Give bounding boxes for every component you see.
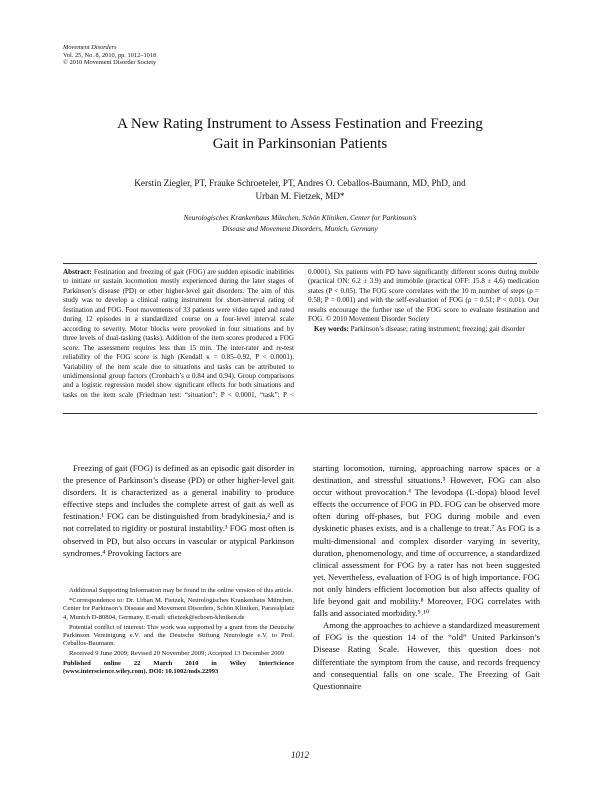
footnote-received: Received 9 June 2009; Revised 20 November 2009; Accepted 13 December 2009 [69, 650, 285, 658]
affiliation [90, 212, 510, 234]
title-line-1: A New Rating Instrument to Assess Festination and Freezing [117, 116, 483, 132]
journal-volume: Vol. 25, No. 8, 2010, pp. 1012–1018 [63, 51, 157, 59]
footnotes [63, 587, 294, 678]
affiliation-line-2: Disease and Movement Disorders, Munich, Germany [222, 224, 378, 234]
footnote-conflict: Potential conflict of interest: This work was supported by a grant from the Deutsche Parkinson Vereinigung e.V. and the Deutsche Stiftung Neurologie e.V. to Prof. Ceballos-Baumann. [63, 623, 294, 648]
abstract-top-rule [63, 263, 537, 264]
page-number: 1012 [291, 750, 309, 760]
authors-line-1: Kerstin Ziegler, PT, Frauke Schroeteler, PT, Andres O. Ceballos-Baumann, MD, PhD, and [134, 178, 466, 188]
footnote-correspondence: *Correspondence to: Dr. Urban M. Fietzek, Neurologisches Krankenhaus München, Center for Parkinson’s Disease and Movement Disorders, Schön Kliniken, Paravalplatz 4, Munich D-80804, Germany. E-mail: ufietzek@schoen-kliniken.de [63, 596, 294, 621]
abstract-bottom-rule [63, 413, 537, 414]
journal-copyright: © 2010 Movement Disorder Society [63, 59, 157, 67]
title-line-2: Gait in Parkinsonian Patients [212, 136, 388, 152]
article-title [40, 114, 560, 154]
intro-left-column: Freezing of gait (FOG) is defined as an episodic gait disorder in the presence of Parkinson’s disease (PD) or other higher-level gait disorders. It is characterized as a general inability to produce effective steps and includes the complete arrest of gait as well as festination.¹ FOG can be distinguished from bradykinesia,² and is not correlated to rigidity or postural instability.³ FOG most often is observed in PD, but also occurs in vascular or atypical Parkinson syndromes.⁴ Provoking factors are [63, 463, 294, 558]
footnote-supporting: Additional Supporting Information may be found in the online version of this article. [69, 587, 293, 594]
abstract [63, 268, 539, 402]
journal-name: Movement Disorders [63, 44, 117, 51]
abstract-text: Festination and freezing of gait (FOG) are sudden episodic inabilities to initiate or sustain locomotion mostly experienced during the later stages of Parkinson’s disease (PD) or other higher-level gait disorders. The aim of this study was to develop a clinical rating instrument for short-interval rating of festination and FOG. Foot movements of 33 patients were video taped and rated during 12 episodes in a standardized course on a four-level interval scale according to severity. Motor blocks were provoked in four situations and by three levels of dual-tasking (tasks). Addition of the item scores produced a FOG score. The assessment requires less than 15 min. The inter-rater and re-test reliability of the FOG score is high (Kendall κ = 0.85–0.92, P < 0.0001). Variability of the item scale due to situations and tasks can be attributed to unidimensional group factors (Cronbach’s α 0.84 and 0.94). Group comparisons and a logistic regression model show significant effects for both situations and tasks on the item scale (Friedman test: “situation”: P < 0.0001, “task”: P < 0.0001). Six patients with PD have significantly different scores during mobile (practical ON: 6.2 ± 3.9) and immobile (practical OFF: 15.8 ± 4.6) medication states (P < 0.05). The FOG score correlates with the 10 m number of steps (ρ = 0.58; P = 0.001) and with the self-evaluation of FOG (ρ = 0.51; P < 0.01). Our results encourage the further use of the FOG score to evaluate festination and FOG. © 2010 Movement Disorder Society [63, 268, 539, 399]
authors [70, 177, 530, 203]
journal-header [63, 44, 156, 67]
right-paragraph-1: starting locomotion, turning, approaching narrow spaces or a destination, and stressful situations.⁵ However, FOG can also occur without provocation.⁶ The levodopa (L-dopa) blood level effects the occurrence of FOG in PD. FOG can be observed more often during off-phases, but FOG during mobile and even dyskinetic phases exists, and is a challenge to treat.⁷ As FOG is a multi-dimensional and complex disorder varying in severity, duration, phenomenology, and time of occurrence, a standardized clinical assessment for FOG by a rater has not been suggested yet. Nevertheless, evaluation of FOG is of high importance. FOG not only hinders efficient locomotion but also affects quality of life beyond gait and mobility.⁸ Moreover, FOG correlates with falls and associated morbidity.⁹˒¹⁰ [313, 463, 540, 619]
intro-right-column [313, 462, 540, 692]
right-paragraph-2: Among the approaches to achieve a standardized measurement of FOG is the question 14 of the “old” United Parkinson’s Disease Rating Scale. However, this question does not differentiate the symptom from the cause, and records frequency and consequential falls on one scale. The Freezing of Gait Questionnaire [313, 620, 540, 691]
affiliation-line-1: Neurologisches Krankenhaus München, Schön Kliniken, Center for Parkinson’s [183, 213, 417, 222]
abstract-label: Abstract: [63, 268, 92, 276]
authors-line-2: Urban M. Fietzek, MD* [255, 191, 345, 201]
keywords: Parkinson’s disease; rating instrument; freezing; gait disorder [350, 324, 525, 333]
keywords-label: Key words: [314, 324, 349, 333]
footnote-published: Published online 22 March 2010 in Wiley InterScience (www.interscience.wiley.com). DOI: 10.1002/mds.22993 [63, 660, 294, 676]
